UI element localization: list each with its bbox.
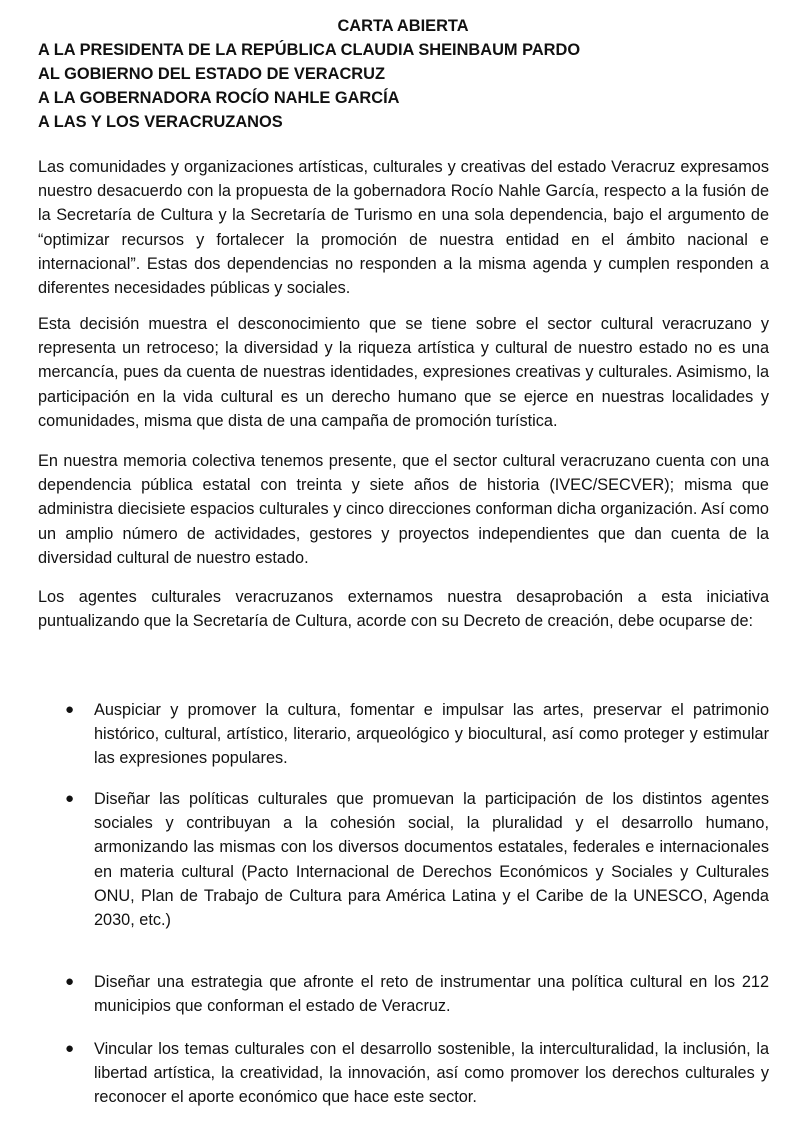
list-item (38, 787, 769, 932)
letter-title: CARTA ABIERTA (337, 17, 469, 35)
body-paragraph-1: Las comunidades y organizaciones artísticas, culturales y creativas del estado Veracruz expresamos nuestro desacuerdo con la propuesta de la gobernadora Rocío Nahle García, respecto a la fusión de la Secretaría de Cultura y la Secretaría de Turismo en una sola dependencia, bajo el argumento de “optimizar recursos y fortalecer la promoción de nuestra entidad en el ámbito nacional e internacional”. Estas dos dependencias no responden a la misma agenda y cumplen responden a diferentes necesidades públicas y sociales. (38, 158, 769, 298)
addressee-president: A LA PRESIDENTA DE LA REPÚBLICA CLAUDIA SHEINBAUM PARDO (38, 41, 581, 59)
letter-header (38, 14, 768, 134)
body-paragraph-3: En nuestra memoria colectiva tenemos presente, que el sector cultural veracruzano cuenta con una dependencia pública estatal con treinta y siete años de historia (IVEC/SECVER); misma que administra diecisiete espacios culturales y cinco direcciones conforman dicha organización. Así como un amplio número de actividades, gestores y proyectos independientes que dan cuenta de la diversidad cultural de nuestro estado. (38, 452, 769, 567)
addressee-citizens: A LAS Y LOS VERACRUZANOS (38, 113, 283, 131)
addressee-governor: A LA GOBERNADORA ROCÍO NAHLE GARCÍA (38, 89, 400, 107)
bullet-icon: ● (65, 701, 75, 718)
bullet-icon: ● (65, 790, 75, 807)
bullet-icon: ● (65, 973, 75, 990)
bullet-icon: ● (65, 1040, 75, 1057)
body-paragraph-2: Esta decisión muestra el desconocimiento que se tiene sobre el sector cultural veracruzano y representa un retroceso; la diversidad y la riqueza artística y cultural de nuestro estado no es una mercancía, pues da cuenta de nuestras identidades, expresiones creativas y culturales. Asimismo, la participación en la vida cultural es un derecho humano que se ejerce en nuestras localidades y comunidades, misma que dista de una campaña de promoción turística. (38, 315, 769, 430)
list-item-text: Vincular los temas culturales con el desarrollo sostenible, la interculturalidad, la inclusión, la libertad artística, la creatividad, la innovación, así como promover los derechos culturales y reconocer el aporte económico que hace este sector. (94, 1040, 769, 1107)
list-item (38, 698, 769, 771)
list-item (38, 970, 769, 1018)
list-item-text: Auspiciar y promover la cultura, fomentar e impulsar las artes, preservar el patrimonio histórico, cultural, artístico, literario, arqueológico y biocultural, así como proteger y estimular las expresiones populares. (94, 701, 769, 768)
body-paragraph-4: Los agentes culturales veracruzanos externamos nuestra desaprobación a esta iniciativa puntualizando que la Secretaría de Cultura, acorde con su Decreto de creación, debe ocuparse de: (38, 588, 769, 631)
addressee-state-government: AL GOBIERNO DEL ESTADO DE VERACRUZ (38, 65, 385, 83)
list-item (38, 1037, 769, 1110)
list-item-text: Diseñar las políticas culturales que promuevan la participación de los distintos agentes sociales y contribuyan a la cohesión social, la pluralidad y el desarrollo humano, armonizando las mismas con los diversos documentos estatales, federales e internacionales en materia cultural (Pacto Internacional de Derechos Económicos y Sociales y Culturales ONU, Plan de Trabajo de Cultura para América Latina y el Caribe de la UNESCO, Agenda 2030, etc.) (94, 790, 769, 930)
list-item-text: Diseñar una estrategia que afronte el reto de instrumentar una política cultural en los 212 municipios que conforman el estado de Veracruz. (94, 973, 769, 1016)
